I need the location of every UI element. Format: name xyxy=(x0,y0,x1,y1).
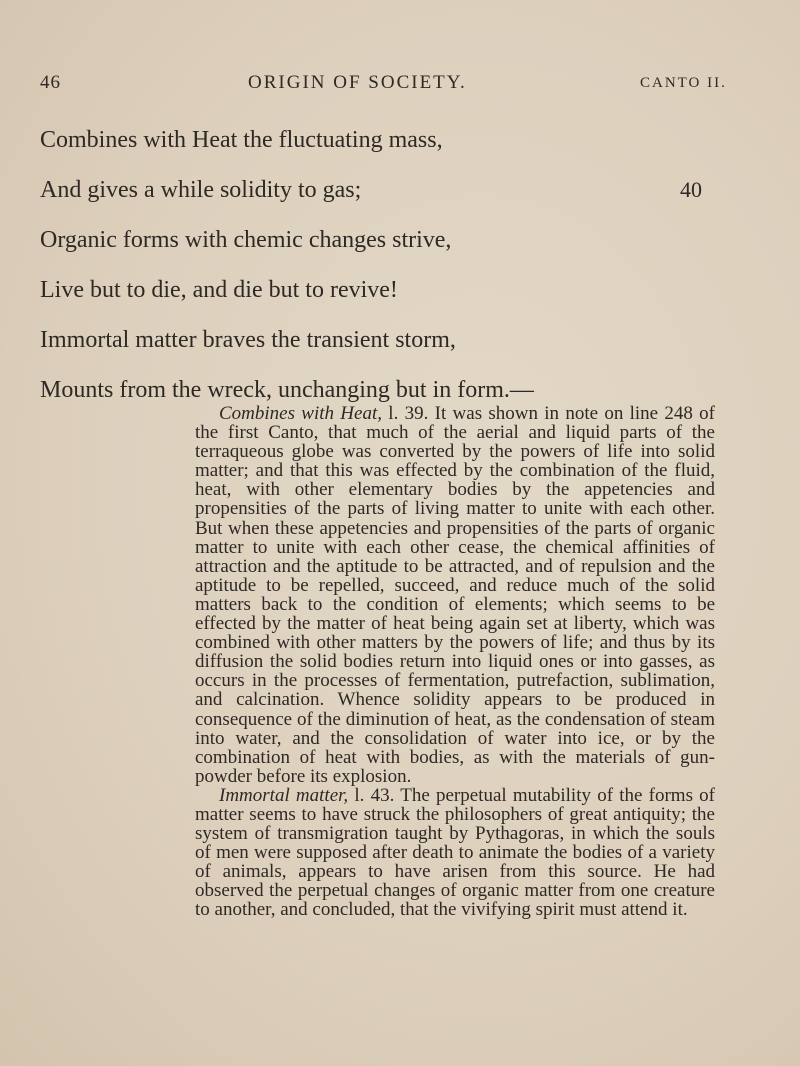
note-body: It was shown in note on line 248 of the first Canto, that much of the aerial and liquid parts of the terraqueous globe was converted by the powers of life into solid matter; and that this was effected by the combination of the fluid, heat, with other elementary bodies by the appetencies and propensities of the parts of living matter to unite with each other. But when these appetencies and propensities of the parts of organic matter to unite with each other cease, the chemical affinities of attraction and the aptitude to be attracted, and of repulsion and the aptitude to be repelled, succeed, and reduce much of the solid matters back to the condition of elements; which seems to be effected by the matter of heat being again set at liberty, which was combined with other matters by the powers of life; and thus by its diffusion the solid bodies return into liquid ones or into gasses, as occurs in the processes of fermentation, putrefaction, sublimation, and calcination. Whence solidity appears to be produced in consequence of the diminution of heat, as the condensation of steam into water, and the consolidation of water into ice, or by the combination of heat with bodies, as with the materials of gun-powder before its explosion. xyxy=(195,403,716,787)
verse-line xyxy=(40,215,740,265)
notes xyxy=(195,404,715,920)
note-paragraph xyxy=(195,404,715,786)
verse-text: And gives a while solidity to gas; xyxy=(40,177,362,203)
note-body: The perpetual mutability of the forms of matter seems to have struck the philosophers of great antiquity; the system of transmigration taught by Pythagoras, in which the souls of men were supposed after death to animate the bodies of a variety of animals, appears to have arisen from this source. He had observed the perpetual changes of organic matter from one creature to another, and concluded, that the vivifying spirit must attend it. xyxy=(195,784,716,921)
note-paragraph xyxy=(195,786,715,920)
note-lemma: Combines with Heat, xyxy=(219,403,382,424)
note-ref: l. 43. xyxy=(348,784,395,806)
running-title: ORIGIN OF SOCIETY. xyxy=(248,72,467,93)
note-lemma: Immortal matter, xyxy=(219,784,349,806)
verse-text: Combines with Heat the fluctuating mass, xyxy=(40,127,443,153)
verse-line xyxy=(40,115,740,165)
verse-text: Organic forms with chemic changes strive, xyxy=(40,227,452,253)
verse-line xyxy=(40,315,740,365)
page-header xyxy=(0,72,800,100)
page-number: 46 xyxy=(40,72,61,93)
verse-line xyxy=(40,165,740,215)
verse-line xyxy=(40,265,740,315)
note-ref: l. 39. xyxy=(382,403,429,424)
line-number: 40 xyxy=(680,177,702,202)
verse-text: Live but to die, and die but to revive! xyxy=(40,277,398,303)
canto-label: CANTO II. xyxy=(640,75,727,91)
verse-text: Immortal matter braves the transient storm, xyxy=(40,327,456,353)
verse-text: Mounts from the wreck, unchanging but in form.— xyxy=(40,377,534,403)
